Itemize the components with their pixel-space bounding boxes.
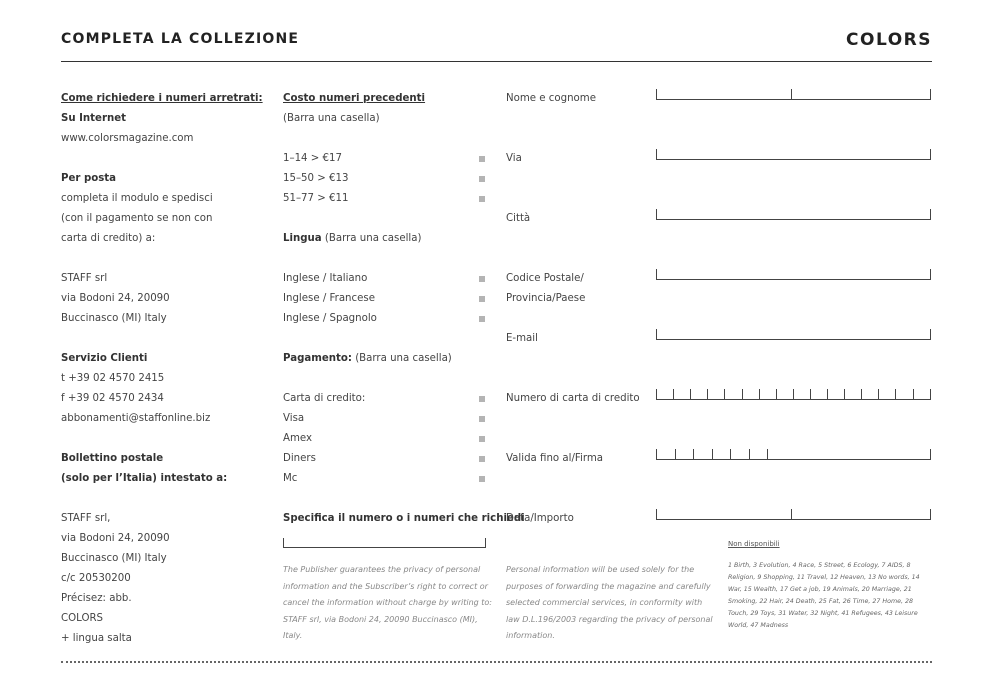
personal-info-note: Personal information will be used solely for the purposes of forwarding the magazine and carefully selected commercial services, in conformity with law D.L.196/2003 regarding the privacy of personal information. <box>506 565 713 640</box>
payment-option[interactable]: Amex <box>283 429 493 449</box>
signature-line[interactable] <box>768 459 931 460</box>
digit-separator <box>690 389 691 400</box>
payee-line: + lingua salta <box>61 633 132 644</box>
payment-title: Pagamento: <box>283 353 352 364</box>
post-line: (con il pagamento se non con <box>61 213 213 224</box>
signature-end <box>930 449 931 460</box>
digit-separator <box>749 449 750 460</box>
unavailable-list: 1 Birth, 3 Evolution, 4 Race, 5 Street, 6 Ecology, 7 AIDS, 8 Religion, 9 Shopping, 11 Travel, 12 Heaven, 13 No words, 14 War, 15 Wealth, 17 Get a job, 19 Animals, 20 Marriage, 21 Smoking, 22 Hair, 24 Death, 25 Fat, 26 Time, 27 Home, 28 Touch, 29 Toys, 31 Water, 32 Night, 41 Refugees, 43 Leisure World, 47 Madness <box>728 562 920 629</box>
digit-separator <box>724 389 725 400</box>
postal-label-line2: Provincia/Paese <box>506 293 586 304</box>
info-column <box>61 89 261 649</box>
digit-separator <box>861 389 862 400</box>
valid-until-input[interactable] <box>656 449 768 460</box>
digit-separator <box>707 389 708 400</box>
how-to-order-title: Come richiedere i numeri arretrati: <box>61 93 263 104</box>
card-number-input[interactable] <box>656 389 931 400</box>
privacy-note: The Publisher guarantees the privacy of personal information and the Subscriber’s right to correct or cancel the information without charge by writing to: STAFF srl, via Bodoni 24, 20090 Buccinasco (MI), Italy. <box>283 565 492 640</box>
colors-logo: COLORS <box>846 30 932 50</box>
checkbox[interactable] <box>479 176 485 182</box>
checkbox[interactable] <box>479 456 485 462</box>
language-option[interactable]: Inglese / Spagnolo <box>283 309 493 329</box>
checkbox[interactable] <box>479 196 485 202</box>
address-line: STAFF srl <box>61 273 108 284</box>
cost-option[interactable]: 51–77 > €11 <box>283 189 493 209</box>
service-email[interactable]: abbonamenti@staffonline.biz <box>61 413 211 424</box>
payment-hint: (Barra una casella) <box>351 353 452 364</box>
name-input[interactable] <box>656 89 931 100</box>
digit-separator <box>673 389 674 400</box>
street-label: Via <box>506 153 522 164</box>
digit-separator <box>712 449 713 460</box>
city-input[interactable] <box>656 209 931 220</box>
payee-line: STAFF srl, <box>61 513 111 524</box>
internet-url[interactable]: www.colorsmagazine.com <box>61 133 194 144</box>
cost-hint: (Barra una casella) <box>283 113 380 124</box>
customer-service-title: Servizio Clienti <box>61 353 148 364</box>
page-title: COMPLETA LA COLLEZIONE <box>61 31 300 47</box>
card-number-label: Numero di carta di credito <box>506 393 640 404</box>
email-input[interactable] <box>656 329 931 340</box>
issues-input[interactable] <box>283 538 486 548</box>
digit-separator <box>742 389 743 400</box>
fax-number: f +39 02 4570 2434 <box>61 393 164 404</box>
post-title: Per posta <box>61 173 117 184</box>
phone-number: t +39 02 4570 2415 <box>61 373 165 384</box>
address-line: via Bodoni 24, 20090 <box>61 293 170 304</box>
postal-input[interactable] <box>656 269 931 280</box>
digit-separator <box>930 389 931 400</box>
valid-until-label: Valida fino al/Firma <box>506 453 604 464</box>
language-option[interactable]: Inglese / Francese <box>283 289 493 309</box>
payee-line: via Bodoni 24, 20090 <box>61 533 170 544</box>
checkbox[interactable] <box>479 416 485 422</box>
checkbox[interactable] <box>479 316 485 322</box>
digit-separator <box>810 389 811 400</box>
bollettino-title: Bollettino postale <box>61 453 164 464</box>
digit-separator <box>656 449 657 460</box>
cost-option[interactable]: 15–50 > €13 <box>283 169 493 189</box>
checkbox[interactable] <box>479 476 485 482</box>
language-option[interactable]: Inglese / Italiano <box>283 269 493 289</box>
payee-line: Précisez: abb. <box>61 593 132 604</box>
digit-separator <box>759 389 760 400</box>
payment-option[interactable]: Diners <box>283 449 493 469</box>
payee-line: COLORS <box>61 613 104 624</box>
city-label: Città <box>506 213 531 224</box>
checkbox[interactable] <box>479 296 485 302</box>
digit-separator <box>693 449 694 460</box>
digit-separator <box>827 389 828 400</box>
digit-separator <box>793 389 794 400</box>
payee-line: c/c 20530200 <box>61 573 131 584</box>
language-title-row <box>283 229 493 249</box>
language-title: Lingua <box>283 233 322 244</box>
cost-option[interactable]: 1–14 > €17 <box>283 149 493 169</box>
checkbox[interactable] <box>479 156 485 162</box>
checkbox[interactable] <box>479 276 485 282</box>
date-amount-input[interactable] <box>656 509 931 520</box>
digit-separator <box>878 389 879 400</box>
street-input[interactable] <box>656 149 931 160</box>
digit-separator <box>675 449 676 460</box>
checkbox[interactable] <box>479 436 485 442</box>
postal-label-line1: Codice Postale/ <box>506 273 584 284</box>
payment-option[interactable]: Carta di credito: <box>283 389 493 409</box>
unavailable-title: Non disponibili <box>728 540 780 548</box>
digit-separator <box>776 389 777 400</box>
internet-label: Su Internet <box>61 113 127 124</box>
checkbox[interactable] <box>479 396 485 402</box>
digit-separator <box>656 389 657 400</box>
cut-line <box>61 661 932 663</box>
digit-separator <box>895 389 896 400</box>
digit-separator <box>844 389 845 400</box>
email-label: E-mail <box>506 333 538 344</box>
post-line: completa il modulo e spedisci <box>61 193 213 204</box>
payment-title-row <box>283 349 493 369</box>
payment-option[interactable]: Mc <box>283 469 493 489</box>
bollettino-subtitle: (solo per l’Italia) intestato a: <box>61 473 228 484</box>
date-amount-label: Data/Importo <box>506 513 574 524</box>
payment-option[interactable]: Visa <box>283 409 493 429</box>
specify-issues-title: Specifica il numero o i numeri che richiedi <box>283 513 525 524</box>
language-hint: (Barra una casella) <box>321 233 422 244</box>
digit-separator <box>730 449 731 460</box>
name-label: Nome e cognome <box>506 93 596 104</box>
header-rule <box>61 61 932 62</box>
address-line: Buccinasco (MI) Italy <box>61 313 167 324</box>
post-line: carta di credito) a: <box>61 233 156 244</box>
payee-line: Buccinasco (MI) Italy <box>61 553 167 564</box>
digit-separator <box>913 389 914 400</box>
cost-title: Costo numeri precedenti <box>283 93 426 104</box>
